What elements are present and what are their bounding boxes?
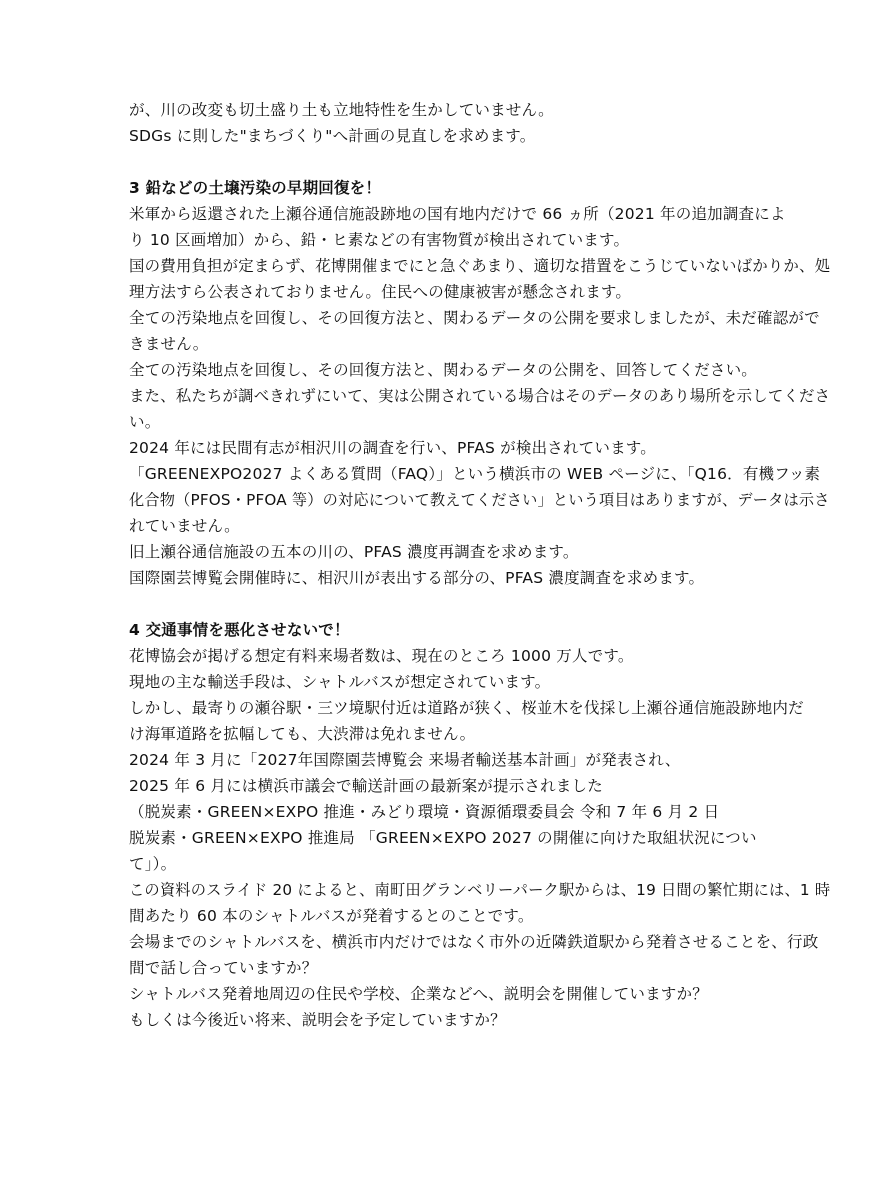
text-line: 2025 年 6 月には横浜市議会で輸送計画の最新案が提示されました [129,777,603,795]
section-heading-4: 4 交通事情を悪化させないで！ [129,621,350,639]
text-line: また、私たちが調べきれずにいて、実は公開されている場合はそのデータのあり場所を示してくださ [129,387,831,405]
text-line: しかし、最寄りの瀬谷駅・三ツ境駅付近は道路が狭く、桜並木を伐採し上瀬谷通信施設跡地内だ [129,699,804,717]
text-line: きません。 [129,335,209,353]
text-line: 間あたり 60 本のシャトルバスが発着するとのことです。 [129,907,534,925]
text-line: 会場までのシャトルバスを、横浜市内だけではなく市外の近隣鉄道駅から発着させることを、行政 [129,933,819,951]
text-line: SDGs に則した"まちづくり"へ計画の見直しを求めます。 [129,127,536,145]
text-line: 国の費用負担が定まらず、花博開催までにと急ぐあまり、適切な措置をこうじていないばかりか、処 [129,257,831,275]
text-line: 全ての汚染地点を回復し、その回復方法と、関わるデータの公開を要求しましたが、未だ確認がで [129,309,820,327]
text-line: 現地の主な輸送手段は、シャトルバスが想定されています。 [129,673,551,691]
section-heading-3: 3 鉛などの土壌汚染の早期回復を！ [129,179,382,197]
text-line: 間で話し合っていますか？ [129,959,318,977]
text-line: り 10 区画増加）から、鉛・ヒ素などの有害物質が検出されています。 [129,231,630,249]
text-line: 2024 年には民間有志が相沢川の調査を行い、PFAS が検出されています。 [129,439,656,457]
text-line: 旧上瀬谷通信施設の五本の川の、PFAS 濃度再調査を求めます。 [129,543,579,561]
text-line: もしくは今後近い将来、説明会を予定していますか？ [129,1011,506,1029]
text-line: この資料のスライド 20 によると、南町田グランベリーパーク駅からは、19 日間の繁忙期には、1 時 [129,881,831,899]
text-line: 理方法すら公表されておりません。住民への健康被害が懸念されます。 [129,283,632,301]
text-line: れていません。 [129,517,240,535]
text-line: け海軍道路を拡幅しても、大渋滞は免れません。 [129,725,476,743]
text-line: 国際園芸博覧会開催時に、相沢川が表出する部分の、PFAS 濃度調査を求めます。 [129,569,705,587]
text-line: 米軍から返還された上瀬谷通信施設跡地の国有地内だけで 66 ヵ所（2021 年の追加調査によ [129,205,786,223]
blank-line [129,591,810,617]
text-line: （脱炭素・GREEN×EXPO 推進・みどり環境・資源循環委員会 令和 7 年 6 月 2 日 [129,803,720,821]
text-line: て」）。 [129,855,177,873]
text-line: 花博協会が掲げる想定有料来場者数は、現在のところ 1000 万人です。 [129,647,634,665]
text-line: 脱炭素・GREEN×EXPO 推進局 「GREEN×EXPO 2027 の開催に向けた取組状況につい [129,829,757,847]
text-line: 化合物（PFOS・PFOA 等）の対応について教えてください」という項目はありますが、データは示さ [129,491,830,509]
text-line: 2024 年 3 月に「2027年国際園芸博覧会 来場者輸送基本計画」が発表され、 [129,751,681,769]
text-line: シャトルバス発着地周辺の住民や学校、企業などへ、説明会を開催していますか？ [129,985,708,1003]
text-line: 「GREENEXPO2027 よくある質問（FAQ）」という横浜市の WEB ページに、「Q16．有機フッ素 [129,465,821,483]
blank-line [129,149,810,175]
text-line: が、川の改変も切土盛り土も立地特性を生かしていません。 [129,101,554,119]
text-line: 全ての汚染地点を回復し、その回復方法と、関わるデータの公開を、回答してください。 [129,361,758,379]
text-line: い。 [129,413,161,431]
